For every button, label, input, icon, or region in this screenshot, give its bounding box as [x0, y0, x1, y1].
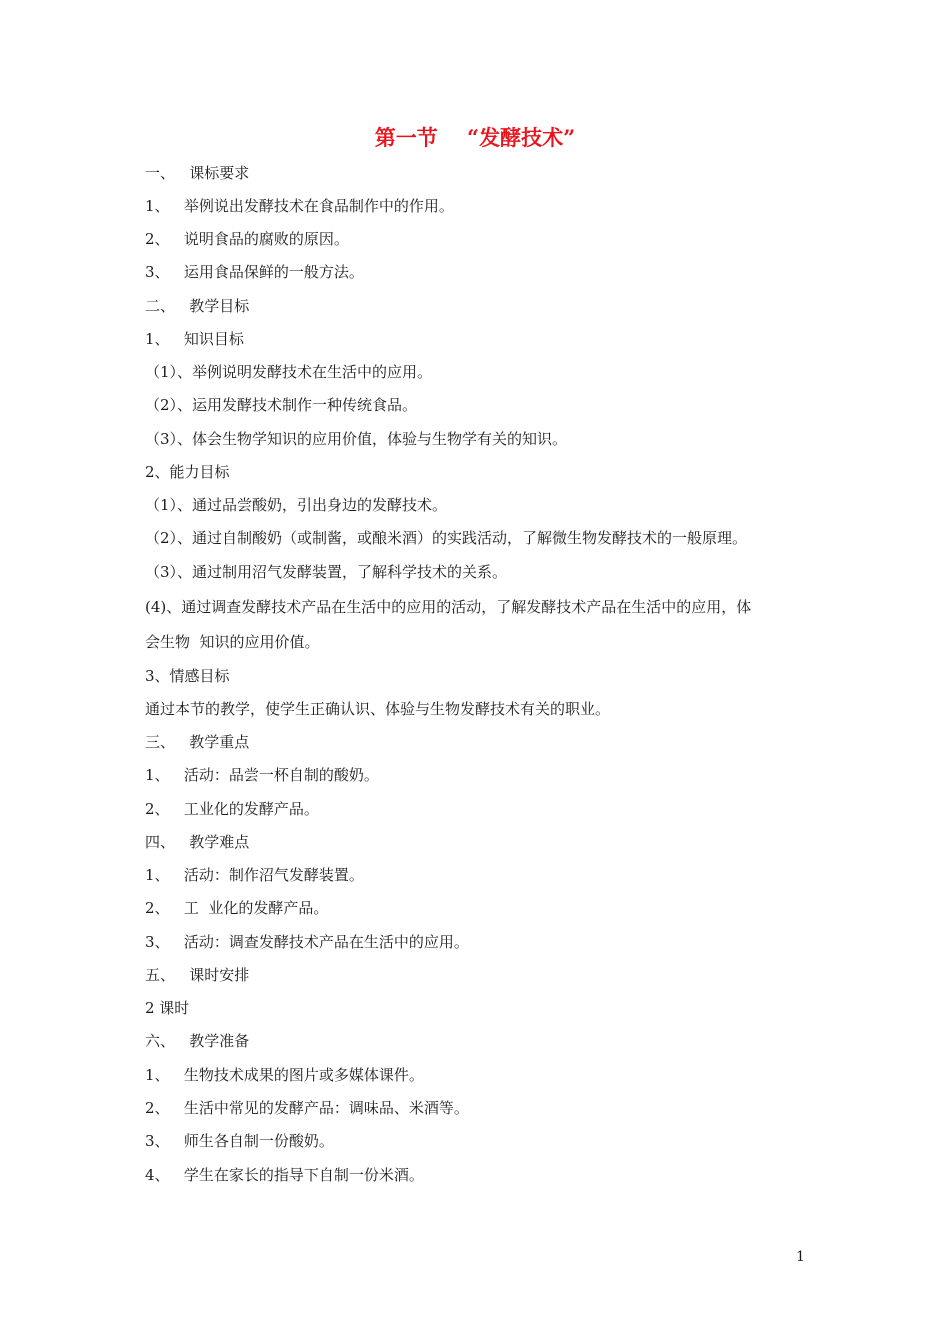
list-item: 1、 举例说出发酵技术在食品制作中的作用。	[145, 197, 454, 215]
list-item: 1、 生物技术成果的图片或多媒体课件。	[145, 1066, 424, 1084]
list-item: (4)、通过调查发酵技术产品在生活中的应用的活动，了解发酵技术产品在生活中的应用，体	[145, 598, 752, 616]
heading-teaching-focus: 三、 教学重点	[145, 733, 250, 751]
subheading-knowledge-goals: 1、 知识目标	[145, 330, 244, 348]
heading-class-schedule: 五、 课时安排	[145, 966, 250, 984]
heading-teaching-preparation: 六、 教学准备	[145, 1032, 250, 1050]
list-item: （3）、体会生物学知识的应用价值，体验与生物学有关的知识。	[145, 430, 568, 448]
list-item: （3）、通过制用沼气发酵装置，了解科学技术的关系。	[145, 563, 508, 581]
list-item: 3、 师生各自制一份酸奶。	[145, 1132, 334, 1150]
list-item: （2）、运用发酵技术制作一种传统食品。	[145, 396, 418, 414]
list-item-continuation: 会生物 知识的应用价值。	[145, 633, 320, 651]
list-item: （1）、举例说明发酵技术在生活中的应用。	[145, 363, 433, 381]
list-item: 2、 说明食品的腐败的原因。	[145, 230, 349, 248]
heading-teaching-difficulties: 四、 教学难点	[145, 833, 250, 851]
paragraph: 2 课时	[145, 999, 190, 1017]
list-item: 2、 工业化的发酵产品。	[145, 800, 319, 818]
heading-curriculum-requirements: 一、 课标要求	[145, 164, 250, 182]
list-item: 4、 学生在家长的指导下自制一份米酒。	[145, 1166, 424, 1184]
section-title: 第一节 “发酵技术”	[374, 125, 576, 150]
list-item: （2）、通过自制酸奶（或制酱，或酿米酒）的实践活动，了解微生物发酵技术的一般原理。	[145, 529, 748, 547]
list-item: 3、 运用食品保鲜的一般方法。	[145, 263, 364, 281]
paragraph: 通过本节的教学，使学生正确认识、体验与生物发酵技术有关的职业。	[145, 700, 611, 718]
page-number: 1	[796, 1249, 805, 1265]
list-item: 1、 活动：品尝一杯自制的酸奶。	[145, 766, 379, 784]
list-item: 2、 生活中常见的发酵产品：调味品、米酒等。	[145, 1099, 469, 1117]
subheading-ability-goals: 2、能力目标	[145, 463, 230, 481]
heading-teaching-goals: 二、 教学目标	[145, 297, 250, 315]
list-item: 2、 工 业化的发酵产品。	[145, 899, 329, 917]
list-item: 3、 活动：调查发酵技术产品在生活中的应用。	[145, 933, 469, 951]
list-item: （1）、通过品尝酸奶，引出身边的发酵技术。	[145, 496, 448, 514]
list-item: 1、 活动：制作沼气发酵装置。	[145, 866, 364, 884]
subheading-emotion-goals: 3、情感目标	[145, 667, 230, 685]
